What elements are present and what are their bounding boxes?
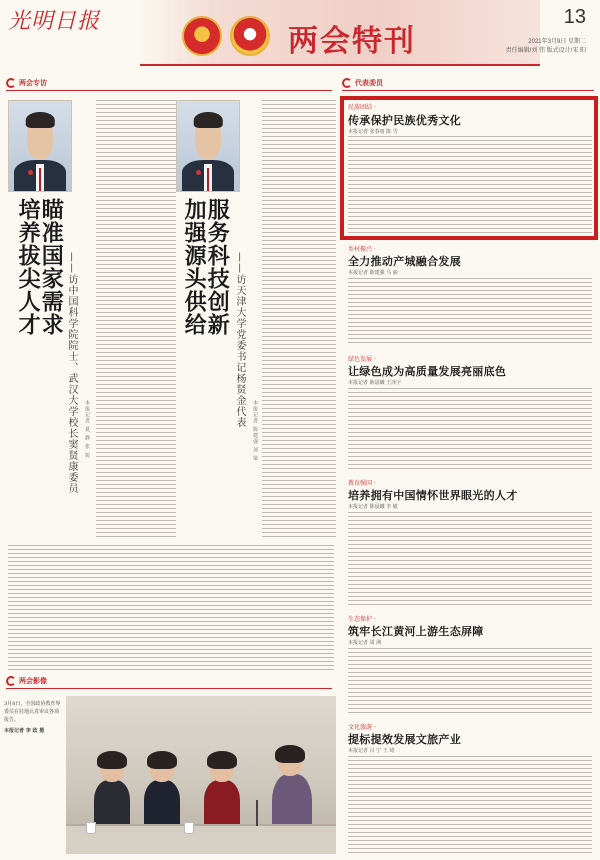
article-byline: 本报记者 陈晨曦 李 敏	[348, 504, 398, 510]
right-headline-line2: 加强源头供给	[181, 198, 207, 336]
photo-caption-text: 3月8日，全国政协教育界委员在驻地认真审议各项报告。	[4, 701, 61, 723]
section-interviews-label: 两会专访	[19, 79, 47, 87]
article-kicker: 民族团结 ·	[348, 104, 376, 111]
section-logo-icon	[342, 78, 352, 88]
photo-person	[144, 754, 180, 832]
section-representatives	[342, 78, 383, 88]
article-title: 提标提效发展文旅产业	[348, 733, 461, 746]
article-byline: 本报记者 陈晨曦 王泽宇	[348, 380, 402, 386]
newspaper-logo: 光明日报	[8, 9, 101, 34]
right-subtitle: ——访天津大学党委书记杨贤金代表	[234, 252, 245, 428]
teacup	[86, 822, 96, 834]
article-byline: 本报记者 吕 宁 王 琦	[348, 748, 395, 754]
article-byline: 本报记者 陈建强 马 丽	[348, 270, 398, 276]
portrait-dou-xiankang	[8, 100, 72, 192]
highlight-box	[340, 96, 598, 240]
left-headline-line1: 瞄准国家需求	[38, 198, 64, 336]
left-byline: 本报记者 夏 静 张 锐	[84, 400, 90, 459]
microphone	[256, 800, 258, 826]
portrait-yang-xianjin	[176, 100, 240, 192]
article-title: 传承保护民族优秀文化	[348, 114, 461, 127]
article-byline: 本报记者 张春雨 陈 雪	[348, 129, 398, 135]
national-emblem-icon	[182, 16, 222, 56]
section-logo-icon	[6, 78, 16, 88]
article-kicker: 乡村振兴 ·	[348, 246, 376, 253]
right-byline: 本报记者 陈建强 刘 梁	[252, 400, 258, 462]
special-banner	[140, 0, 540, 66]
article-title: 全力推动产城融合发展	[348, 255, 461, 268]
article-kicker: 绿色发展 ·	[348, 356, 376, 363]
photo-table	[66, 824, 336, 854]
section-photo	[6, 676, 47, 686]
left-headline-line2: 培养拔尖人才	[15, 198, 41, 336]
article-kicker: 教育强国 ·	[348, 480, 376, 487]
section-rule	[6, 90, 332, 91]
editors-line: 责任编辑/刘 伟 版式设计/宋 阳	[505, 48, 586, 54]
article-body	[348, 648, 592, 714]
right-article-body	[262, 100, 336, 540]
page-number: 13	[563, 6, 586, 28]
article-body	[348, 756, 592, 854]
cppcc-emblem-icon	[230, 16, 270, 56]
right-headline-line1: 服务科技创新	[204, 198, 230, 336]
interview-continuation-body	[8, 545, 334, 670]
left-subtitle: ——访中国科学院院士、武汉大学校长窦贤康委员	[66, 252, 77, 494]
article-byline: 本报记者 周 洲	[348, 640, 382, 646]
section-photo-label: 两会影像	[19, 677, 47, 685]
section-rule	[6, 688, 332, 689]
section-logo-icon	[6, 676, 16, 686]
article-body	[348, 278, 592, 344]
meeting-photo	[66, 696, 336, 854]
teacup	[184, 822, 194, 834]
article-body	[348, 388, 592, 470]
issue-date: 2021年3月9日 星期二	[528, 39, 586, 45]
masthead	[0, 0, 600, 72]
article-kicker: 生态保护 ·	[348, 616, 376, 623]
article-title: 让绿色成为高质量发展亮丽底色	[348, 365, 507, 378]
left-headline	[16, 198, 62, 538]
article-title: 培养拥有中国情怀世界眼光的人才	[348, 489, 518, 502]
left-article-body	[96, 100, 176, 540]
section-representatives-label: 代表委员	[355, 79, 383, 87]
section-rule	[342, 90, 594, 91]
right-headline	[182, 198, 228, 538]
article-body	[348, 512, 592, 606]
section-interviews	[6, 78, 47, 88]
article-kicker: 文化旅游 ·	[348, 724, 376, 731]
photo-credit: 本报记者 李 政 摄	[4, 728, 45, 734]
photo-caption	[4, 700, 62, 735]
special-title: 两会特刊	[288, 24, 416, 59]
photo-person	[94, 754, 130, 832]
date-line	[476, 38, 586, 56]
photo-person	[204, 754, 240, 832]
article-title: 筑牢长江黄河上游生态屏障	[348, 625, 484, 638]
